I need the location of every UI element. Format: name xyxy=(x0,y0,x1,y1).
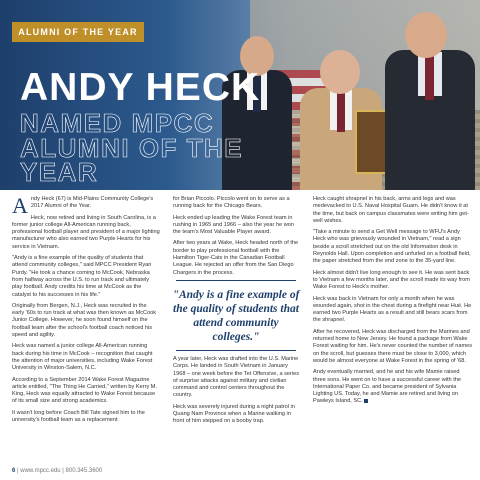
paragraph: for Brian Piccolo. Piccolo went on to serve as a running back for the Chicago Bears. xyxy=(173,196,290,210)
article-column-1 xyxy=(12,193,160,428)
footer-website[interactable]: www.mpcc.edu xyxy=(20,468,61,474)
page-footer xyxy=(12,468,102,474)
article-column-2-top xyxy=(173,196,301,281)
paragraph: "Take a minute to send a Get Well message to WFU's Andy Heck who was grievously wounded in Vietnam," read a sign beside a scroll stretched out on the old Information desk in Reynolds Hall. Upon completion and unfurled on a football field, the paper stretched from the end zone to the 35-yard line. xyxy=(313,229,471,265)
article-title-line: NAMED MPCC xyxy=(20,108,215,138)
paragraph: It wasn't long before Coach Bill Tate signed him to the university's football team as a replacement xyxy=(12,409,145,424)
drop-cap-letter: A xyxy=(12,193,28,218)
paragraph: Heck was named a junior college All-American running back during his time in McCook – recognition that caught the attention of major universities, including Wake Forest University in Winston-Salem, N.C. xyxy=(12,343,153,372)
paragraph: Heck was back in Vietnam for only a month when he was wounded again, shot in the chest during a firefight near Hué. He earned two Purple Hearts as a result and still bears scars from the shrapnel. xyxy=(313,295,472,324)
paragraph: After two years at Wake, Heck headed north of the border to play professional football with the Hamilton Tiger-Cats in the Canadian Football League. He rejected an offer from the San Diego Chargers in the process. xyxy=(173,240,299,276)
paragraph: "Andy is a fine example of the quality of students that attend community colleges," said MPCC President Ryan Purdy. "He took a chance coming to McCook, Nebraska from halfway across the U.S. to run track and ultimately play football. Andy credits his time at McCook as the catalyst to his successes in his life." xyxy=(12,255,152,298)
footer-separator: | xyxy=(17,468,19,474)
article-column-2-bottom xyxy=(173,356,301,430)
footer-separator: | xyxy=(62,468,64,474)
paragraph: Heck almost didn't live long enough to see it. He was sent back to Vietnam a few months later, and the scroll made its way from Wake Forest to Heck's mother. xyxy=(313,269,470,291)
paragraph: Heck was severely injured during a night patrol in Quang Nam Province when a Marine walking in front of him stepped on a booby trap. xyxy=(173,403,295,425)
paragraph: A year later, Heck was drafted into the U.S. Marine Corps. He landed in South Vietnam in January 1968 – one week before the Tet Offensive, a series of surprise attacks against military and civilian command and control centers throughout the country. xyxy=(173,356,300,399)
paragraph: Originally from Bergen, N.J., Heck was recruited in the early '60s to run track at what was then known as McCook Junior College. However, he soon found himself on the football team after the school's football coach noticed his speed and agility. xyxy=(12,302,157,339)
paragraph: Heck ended up leading the Wake Forest team in rushing in 1965 and 1966 – also the year he won the team's Most Valuable Player award. xyxy=(173,214,294,236)
award-plaque xyxy=(355,110,389,174)
page-number: 6 xyxy=(12,468,16,474)
article-column-3 xyxy=(313,196,473,410)
paragraph: Heck, now retired and living in South Carolina, is a former junior college All-American running back, professional football player and president of a major lighting manufacturer who also earned two Purple Hearts for his service in Vietnam. xyxy=(12,214,160,250)
paragraph: After he recovered, Heck was discharged from the Marines and returned home to New Jersey. He found a package from Wake Forest waiting for him. He's never counted the number of names on the scroll, but guesses there must be close to 3,000, which would be almost everyone at Wake Forest in the spring of '68. xyxy=(313,328,473,364)
paragraph: Heck caught shrapnel in his back, arms and legs and was medevacked to U.S. Naval Hospital Guam. He didn't know it at the time, but back on campus classmates were writing him get-well wishes. xyxy=(313,196,469,224)
article-title-line: ALUMNI OF THE xyxy=(20,133,244,163)
pull-quote-rule-bottom xyxy=(176,350,296,351)
footer-phone: 800.345.3600 xyxy=(65,468,103,474)
pull-quote: "Andy is a fine example of the quality of students that attend community colleges." xyxy=(172,289,300,343)
pull-quote-rule-top xyxy=(176,280,296,281)
paragraph: According to a September 2014 Wake Forest Magazine article entitled, "The Thing He Carried," written by Kerry M. King, Heck was equally attracted to Wake Forest because of its small size and strong academics. xyxy=(12,376,158,405)
article-title-name: ANDY HECK xyxy=(20,66,261,109)
article-title-line: YEAR xyxy=(20,157,99,187)
end-of-article-icon xyxy=(364,399,368,403)
paragraph: Andy eventually married, and he and his wife Mamie raised three sons. He went on to have a successful career with the International Paper Co. and became president of Sylvania Lighting US. Today, he and Mamie are retired and living on Pawleys Island, SC. xyxy=(313,369,462,405)
paragraph: Andy Heck (67) is Mid-Plains Community College's 2017 Alumni of the Year. xyxy=(12,193,154,218)
section-banner: ALUMNI OF THE YEAR xyxy=(12,22,144,42)
